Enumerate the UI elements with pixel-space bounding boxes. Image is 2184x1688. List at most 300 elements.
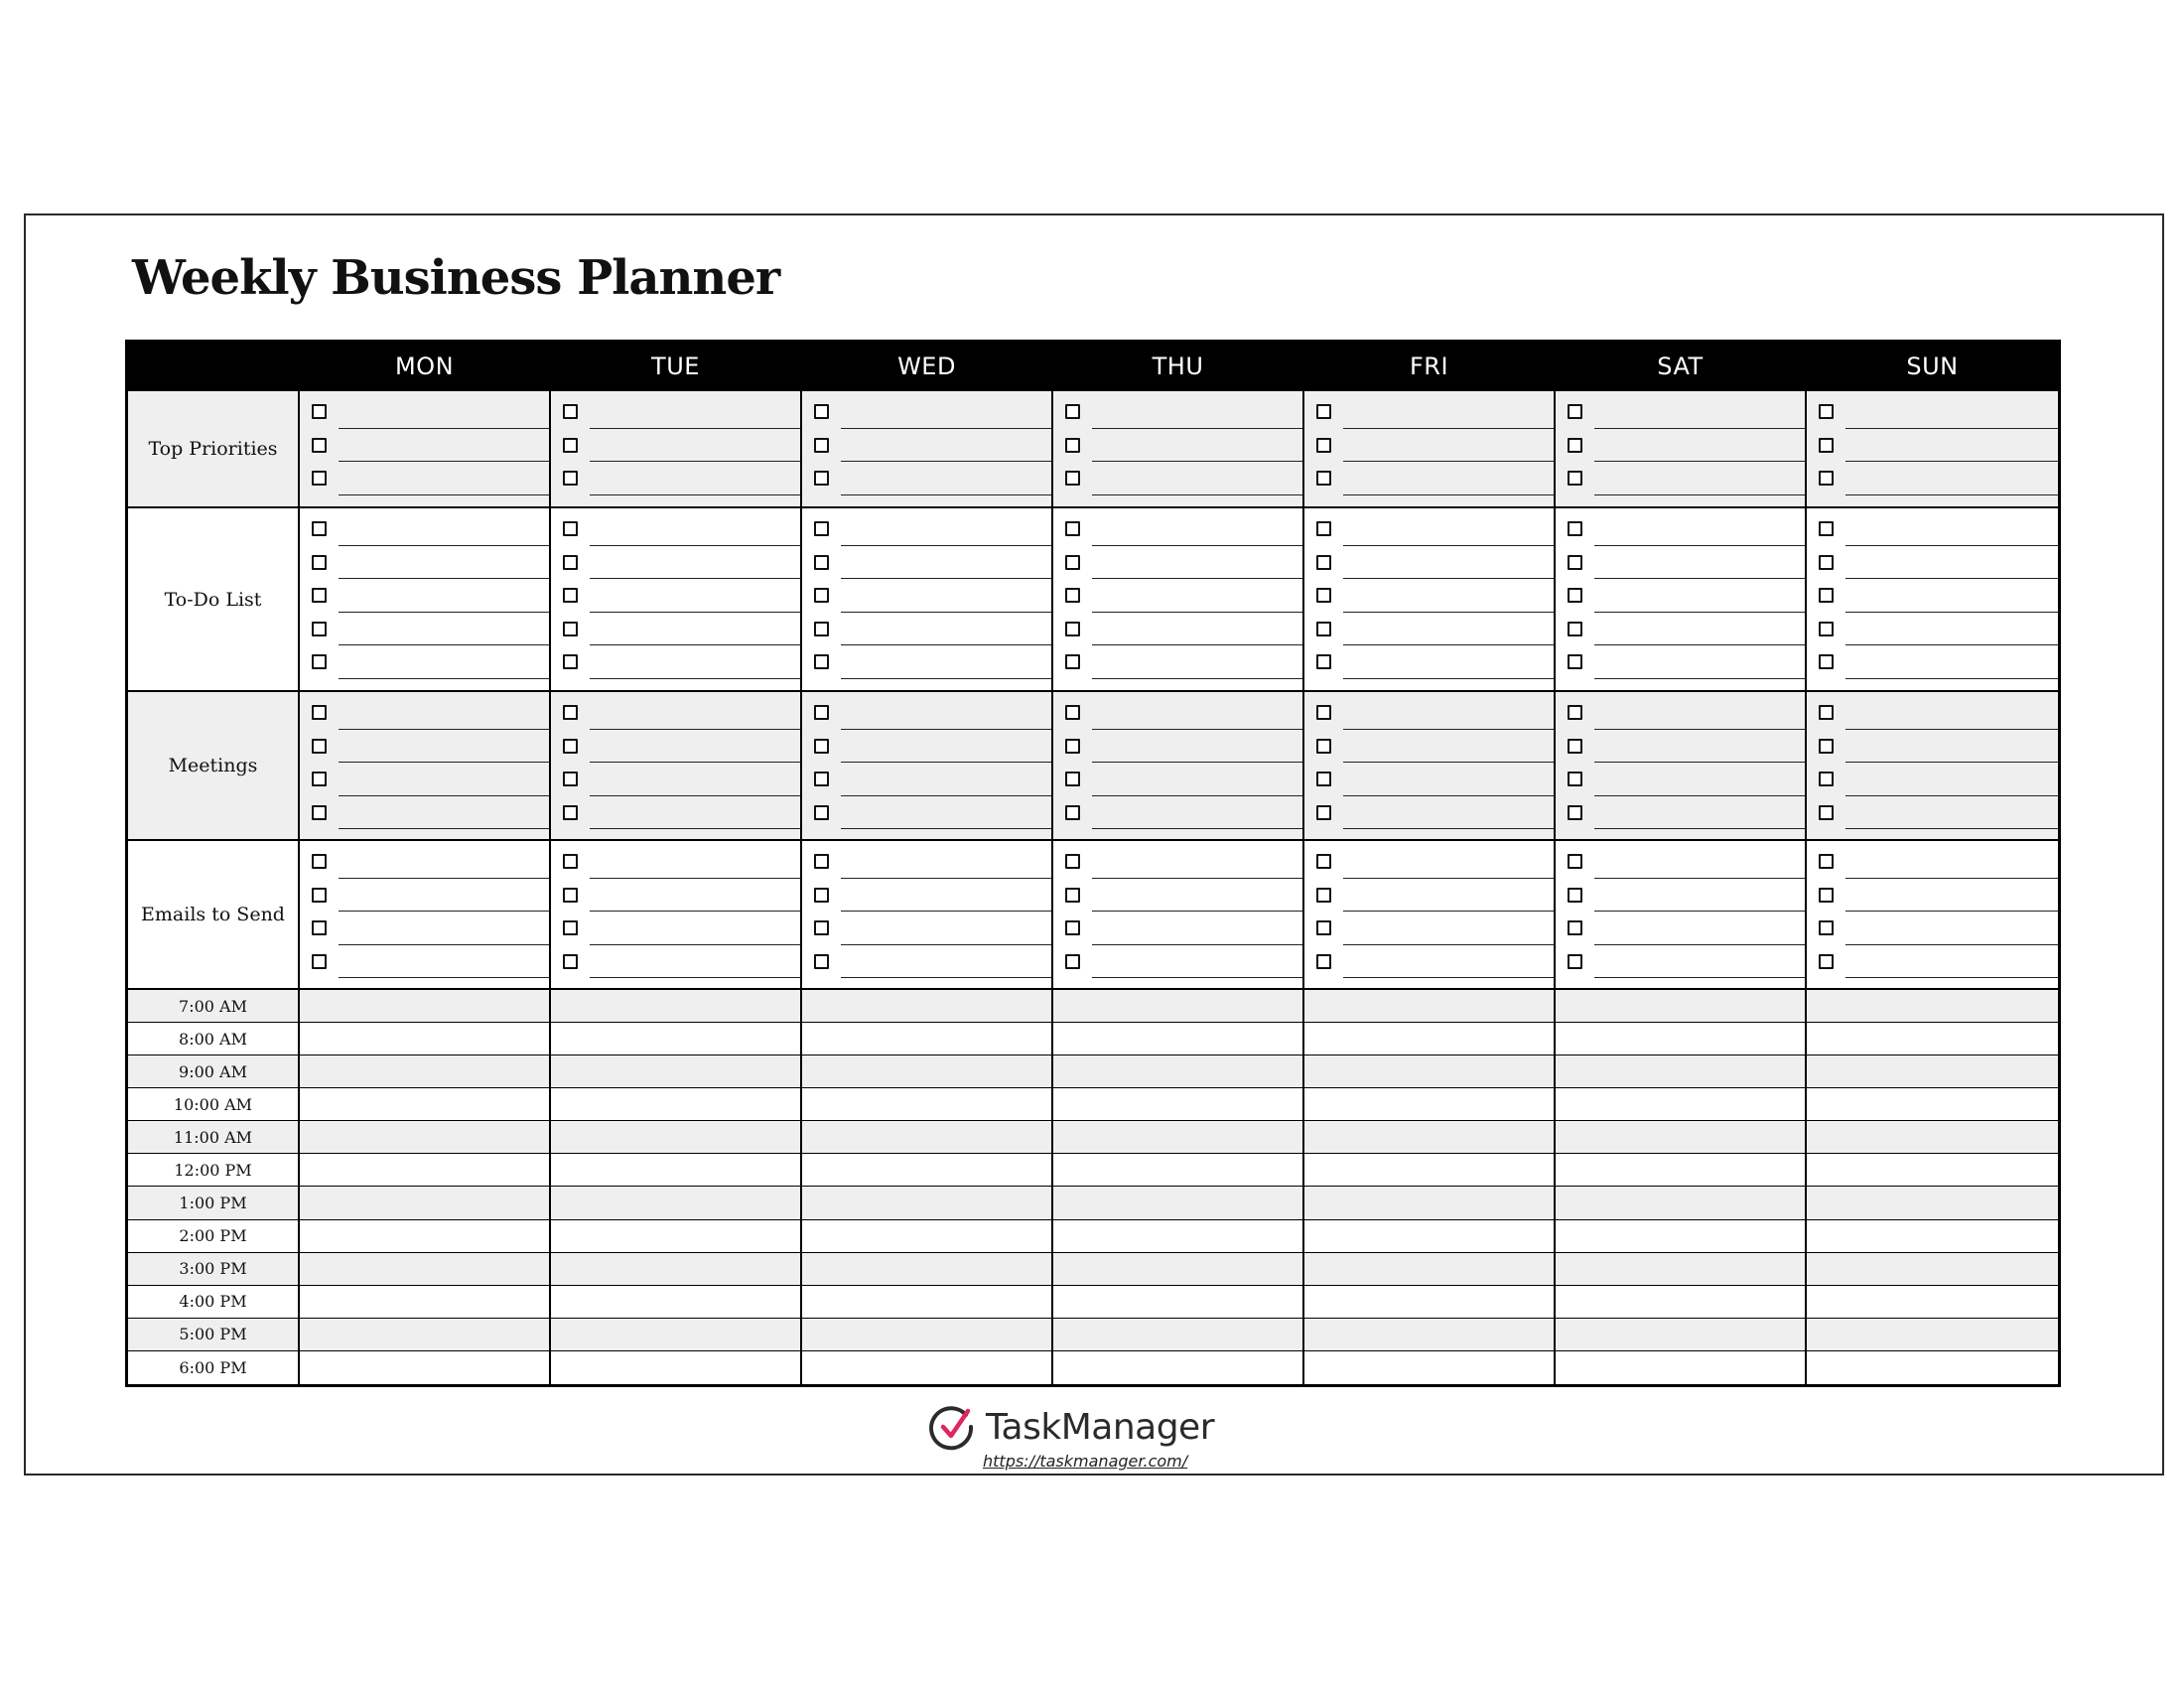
- time-slot-fri[interactable]: [1304, 1154, 1556, 1187]
- checkbox[interactable]: [1568, 654, 1582, 669]
- checkbox[interactable]: [1065, 471, 1080, 486]
- checkbox[interactable]: [1316, 622, 1331, 636]
- time-slot-sat[interactable]: [1556, 1319, 1807, 1351]
- time-slot-fri[interactable]: [1304, 990, 1556, 1023]
- time-slot-sun[interactable]: [1807, 1154, 2058, 1187]
- time-slot-tue[interactable]: [551, 1253, 802, 1286]
- write-in-line[interactable]: [1092, 645, 1302, 679]
- write-in-line[interactable]: [1343, 879, 1554, 913]
- time-slot-mon[interactable]: [300, 1023, 551, 1055]
- write-in-line[interactable]: [590, 696, 800, 730]
- time-slot-wed[interactable]: [802, 1319, 1053, 1351]
- checkbox[interactable]: [1065, 521, 1080, 536]
- write-in-line[interactable]: [590, 796, 800, 830]
- time-slot-sat[interactable]: [1556, 1121, 1807, 1154]
- write-in-line[interactable]: [841, 730, 1051, 764]
- write-in-line[interactable]: [1594, 645, 1805, 679]
- checkbox[interactable]: [1316, 888, 1331, 903]
- time-slot-fri[interactable]: [1304, 1055, 1556, 1088]
- time-slot-sat[interactable]: [1556, 1220, 1807, 1253]
- checkbox[interactable]: [1819, 739, 1834, 754]
- time-slot-sun[interactable]: [1807, 1088, 2058, 1121]
- checkbox[interactable]: [1316, 471, 1331, 486]
- write-in-line[interactable]: [841, 429, 1051, 463]
- write-in-line[interactable]: [1845, 546, 2058, 580]
- time-slot-mon[interactable]: [300, 990, 551, 1023]
- time-slot-wed[interactable]: [802, 1023, 1053, 1055]
- write-in-line[interactable]: [590, 730, 800, 764]
- checkbox[interactable]: [563, 438, 578, 453]
- time-slot-thu[interactable]: [1053, 1154, 1304, 1187]
- checkbox[interactable]: [1568, 622, 1582, 636]
- time-slot-thu[interactable]: [1053, 1351, 1304, 1384]
- checkbox[interactable]: [1316, 404, 1331, 419]
- checkbox[interactable]: [1819, 772, 1834, 786]
- checkbox[interactable]: [1065, 705, 1080, 720]
- write-in-line[interactable]: [1092, 763, 1302, 796]
- write-in-line[interactable]: [1092, 613, 1302, 646]
- write-in-line[interactable]: [1845, 879, 2058, 913]
- write-in-line[interactable]: [590, 429, 800, 463]
- checkbox[interactable]: [563, 521, 578, 536]
- write-in-line[interactable]: [1845, 613, 2058, 646]
- checkbox[interactable]: [814, 622, 829, 636]
- time-slot-fri[interactable]: [1304, 1351, 1556, 1384]
- write-in-line[interactable]: [1594, 879, 1805, 913]
- brand-url-link[interactable]: https://taskmanager.com/: [983, 1452, 1188, 1471]
- write-in-line[interactable]: [1343, 912, 1554, 945]
- write-in-line[interactable]: [1594, 512, 1805, 546]
- time-slot-sun[interactable]: [1807, 1121, 2058, 1154]
- write-in-line[interactable]: [339, 879, 549, 913]
- write-in-line[interactable]: [1845, 945, 2058, 979]
- checkbox[interactable]: [1316, 555, 1331, 570]
- time-slot-sat[interactable]: [1556, 1154, 1807, 1187]
- write-in-line[interactable]: [1845, 512, 2058, 546]
- write-in-line[interactable]: [339, 462, 549, 495]
- checkbox[interactable]: [312, 622, 327, 636]
- time-slot-sun[interactable]: [1807, 1055, 2058, 1088]
- write-in-line[interactable]: [841, 696, 1051, 730]
- time-slot-mon[interactable]: [300, 1154, 551, 1187]
- time-slot-fri[interactable]: [1304, 1088, 1556, 1121]
- checkbox[interactable]: [1065, 622, 1080, 636]
- time-slot-sun[interactable]: [1807, 1253, 2058, 1286]
- time-slot-sat[interactable]: [1556, 990, 1807, 1023]
- checkbox[interactable]: [1568, 954, 1582, 969]
- checkbox[interactable]: [814, 521, 829, 536]
- time-slot-mon[interactable]: [300, 1351, 551, 1384]
- write-in-line[interactable]: [339, 845, 549, 879]
- checkbox[interactable]: [312, 854, 327, 869]
- write-in-line[interactable]: [1594, 462, 1805, 495]
- write-in-line[interactable]: [1092, 429, 1302, 463]
- write-in-line[interactable]: [1594, 613, 1805, 646]
- time-slot-tue[interactable]: [551, 1351, 802, 1384]
- write-in-line[interactable]: [1594, 763, 1805, 796]
- checkbox[interactable]: [1568, 739, 1582, 754]
- checkbox[interactable]: [312, 588, 327, 603]
- checkbox[interactable]: [1568, 555, 1582, 570]
- checkbox[interactable]: [814, 555, 829, 570]
- write-in-line[interactable]: [1594, 429, 1805, 463]
- checkbox[interactable]: [814, 805, 829, 820]
- checkbox[interactable]: [1819, 438, 1834, 453]
- write-in-line[interactable]: [1092, 796, 1302, 830]
- checkbox[interactable]: [1819, 805, 1834, 820]
- checkbox[interactable]: [814, 888, 829, 903]
- time-slot-mon[interactable]: [300, 1286, 551, 1319]
- time-slot-sat[interactable]: [1556, 1023, 1807, 1055]
- time-slot-mon[interactable]: [300, 1088, 551, 1121]
- time-slot-thu[interactable]: [1053, 1253, 1304, 1286]
- checkbox[interactable]: [1065, 854, 1080, 869]
- time-slot-tue[interactable]: [551, 1088, 802, 1121]
- checkbox[interactable]: [814, 739, 829, 754]
- checkbox[interactable]: [312, 772, 327, 786]
- checkbox[interactable]: [1065, 739, 1080, 754]
- write-in-line[interactable]: [1594, 546, 1805, 580]
- write-in-line[interactable]: [590, 546, 800, 580]
- checkbox[interactable]: [563, 854, 578, 869]
- time-slot-thu[interactable]: [1053, 1088, 1304, 1121]
- checkbox[interactable]: [1065, 654, 1080, 669]
- time-slot-tue[interactable]: [551, 1055, 802, 1088]
- checkbox[interactable]: [1819, 588, 1834, 603]
- checkbox[interactable]: [563, 654, 578, 669]
- time-slot-fri[interactable]: [1304, 1121, 1556, 1154]
- write-in-line[interactable]: [1343, 546, 1554, 580]
- time-slot-tue[interactable]: [551, 1154, 802, 1187]
- checkbox[interactable]: [563, 920, 578, 935]
- write-in-line[interactable]: [1092, 579, 1302, 613]
- checkbox[interactable]: [563, 954, 578, 969]
- time-slot-fri[interactable]: [1304, 1286, 1556, 1319]
- checkbox[interactable]: [1065, 555, 1080, 570]
- checkbox[interactable]: [1819, 471, 1834, 486]
- write-in-line[interactable]: [1845, 462, 2058, 495]
- write-in-line[interactable]: [339, 912, 549, 945]
- checkbox[interactable]: [1065, 404, 1080, 419]
- time-slot-mon[interactable]: [300, 1121, 551, 1154]
- time-slot-tue[interactable]: [551, 1319, 802, 1351]
- time-slot-thu[interactable]: [1053, 990, 1304, 1023]
- checkbox[interactable]: [1568, 471, 1582, 486]
- write-in-line[interactable]: [841, 546, 1051, 580]
- checkbox[interactable]: [1568, 805, 1582, 820]
- time-slot-fri[interactable]: [1304, 1319, 1556, 1351]
- write-in-line[interactable]: [339, 546, 549, 580]
- checkbox[interactable]: [563, 705, 578, 720]
- write-in-line[interactable]: [339, 763, 549, 796]
- checkbox[interactable]: [814, 705, 829, 720]
- time-slot-tue[interactable]: [551, 1220, 802, 1253]
- write-in-line[interactable]: [1343, 730, 1554, 764]
- time-slot-fri[interactable]: [1304, 1253, 1556, 1286]
- write-in-line[interactable]: [339, 395, 549, 429]
- time-slot-wed[interactable]: [802, 1351, 1053, 1384]
- write-in-line[interactable]: [841, 613, 1051, 646]
- time-slot-sat[interactable]: [1556, 1055, 1807, 1088]
- checkbox[interactable]: [814, 438, 829, 453]
- checkbox[interactable]: [312, 654, 327, 669]
- checkbox[interactable]: [563, 404, 578, 419]
- checkbox[interactable]: [312, 471, 327, 486]
- write-in-line[interactable]: [1092, 845, 1302, 879]
- time-slot-sun[interactable]: [1807, 1023, 2058, 1055]
- checkbox[interactable]: [1819, 404, 1834, 419]
- checkbox[interactable]: [563, 805, 578, 820]
- write-in-line[interactable]: [1845, 579, 2058, 613]
- checkbox[interactable]: [312, 404, 327, 419]
- time-slot-mon[interactable]: [300, 1187, 551, 1219]
- checkbox[interactable]: [1568, 438, 1582, 453]
- time-slot-sun[interactable]: [1807, 1220, 2058, 1253]
- checkbox[interactable]: [1316, 920, 1331, 935]
- time-slot-sun[interactable]: [1807, 990, 2058, 1023]
- write-in-line[interactable]: [1594, 945, 1805, 979]
- write-in-line[interactable]: [590, 512, 800, 546]
- checkbox[interactable]: [312, 555, 327, 570]
- write-in-line[interactable]: [1092, 879, 1302, 913]
- time-slot-sat[interactable]: [1556, 1187, 1807, 1219]
- checkbox[interactable]: [1065, 438, 1080, 453]
- write-in-line[interactable]: [1343, 429, 1554, 463]
- time-slot-fri[interactable]: [1304, 1187, 1556, 1219]
- checkbox[interactable]: [814, 588, 829, 603]
- checkbox[interactable]: [1568, 888, 1582, 903]
- write-in-line[interactable]: [841, 462, 1051, 495]
- write-in-line[interactable]: [1343, 645, 1554, 679]
- time-slot-mon[interactable]: [300, 1220, 551, 1253]
- checkbox[interactable]: [563, 555, 578, 570]
- write-in-line[interactable]: [590, 462, 800, 495]
- time-slot-mon[interactable]: [300, 1055, 551, 1088]
- write-in-line[interactable]: [1845, 696, 2058, 730]
- time-slot-sat[interactable]: [1556, 1253, 1807, 1286]
- time-slot-wed[interactable]: [802, 1154, 1053, 1187]
- write-in-line[interactable]: [1845, 645, 2058, 679]
- checkbox[interactable]: [1316, 854, 1331, 869]
- checkbox[interactable]: [1819, 888, 1834, 903]
- write-in-line[interactable]: [339, 796, 549, 830]
- checkbox[interactable]: [1065, 772, 1080, 786]
- checkbox[interactable]: [1065, 954, 1080, 969]
- time-slot-sun[interactable]: [1807, 1319, 2058, 1351]
- checkbox[interactable]: [814, 772, 829, 786]
- write-in-line[interactable]: [590, 845, 800, 879]
- write-in-line[interactable]: [841, 796, 1051, 830]
- time-slot-wed[interactable]: [802, 1088, 1053, 1121]
- write-in-line[interactable]: [841, 579, 1051, 613]
- write-in-line[interactable]: [1343, 796, 1554, 830]
- checkbox[interactable]: [1819, 705, 1834, 720]
- time-slot-tue[interactable]: [551, 1121, 802, 1154]
- time-slot-sat[interactable]: [1556, 1351, 1807, 1384]
- write-in-line[interactable]: [339, 512, 549, 546]
- write-in-line[interactable]: [841, 879, 1051, 913]
- time-slot-thu[interactable]: [1053, 1319, 1304, 1351]
- checkbox[interactable]: [1568, 521, 1582, 536]
- write-in-line[interactable]: [1343, 512, 1554, 546]
- write-in-line[interactable]: [1092, 512, 1302, 546]
- checkbox[interactable]: [1568, 772, 1582, 786]
- time-slot-tue[interactable]: [551, 1286, 802, 1319]
- checkbox[interactable]: [1065, 920, 1080, 935]
- time-slot-tue[interactable]: [551, 1023, 802, 1055]
- write-in-line[interactable]: [1594, 696, 1805, 730]
- write-in-line[interactable]: [1343, 462, 1554, 495]
- time-slot-wed[interactable]: [802, 1286, 1053, 1319]
- write-in-line[interactable]: [1343, 763, 1554, 796]
- checkbox[interactable]: [563, 622, 578, 636]
- write-in-line[interactable]: [1092, 395, 1302, 429]
- time-slot-thu[interactable]: [1053, 1187, 1304, 1219]
- checkbox[interactable]: [312, 954, 327, 969]
- time-slot-thu[interactable]: [1053, 1286, 1304, 1319]
- write-in-line[interactable]: [590, 879, 800, 913]
- write-in-line[interactable]: [590, 912, 800, 945]
- write-in-line[interactable]: [339, 613, 549, 646]
- checkbox[interactable]: [563, 588, 578, 603]
- checkbox[interactable]: [814, 954, 829, 969]
- write-in-line[interactable]: [841, 845, 1051, 879]
- write-in-line[interactable]: [590, 579, 800, 613]
- write-in-line[interactable]: [590, 613, 800, 646]
- write-in-line[interactable]: [1092, 912, 1302, 945]
- checkbox[interactable]: [1316, 739, 1331, 754]
- write-in-line[interactable]: [841, 395, 1051, 429]
- checkbox[interactable]: [814, 404, 829, 419]
- write-in-line[interactable]: [1092, 546, 1302, 580]
- write-in-line[interactable]: [1594, 796, 1805, 830]
- time-slot-tue[interactable]: [551, 990, 802, 1023]
- checkbox[interactable]: [1819, 622, 1834, 636]
- checkbox[interactable]: [312, 438, 327, 453]
- checkbox[interactable]: [1316, 772, 1331, 786]
- write-in-line[interactable]: [841, 763, 1051, 796]
- checkbox[interactable]: [1065, 805, 1080, 820]
- time-slot-wed[interactable]: [802, 1121, 1053, 1154]
- checkbox[interactable]: [1568, 404, 1582, 419]
- write-in-line[interactable]: [1845, 395, 2058, 429]
- checkbox[interactable]: [814, 854, 829, 869]
- checkbox[interactable]: [1568, 854, 1582, 869]
- time-slot-thu[interactable]: [1053, 1055, 1304, 1088]
- time-slot-fri[interactable]: [1304, 1220, 1556, 1253]
- time-slot-wed[interactable]: [802, 1220, 1053, 1253]
- checkbox[interactable]: [563, 888, 578, 903]
- time-slot-wed[interactable]: [802, 990, 1053, 1023]
- checkbox[interactable]: [1316, 654, 1331, 669]
- write-in-line[interactable]: [590, 645, 800, 679]
- checkbox[interactable]: [1316, 588, 1331, 603]
- checkbox[interactable]: [312, 739, 327, 754]
- write-in-line[interactable]: [1092, 696, 1302, 730]
- write-in-line[interactable]: [841, 945, 1051, 979]
- time-slot-sun[interactable]: [1807, 1351, 2058, 1384]
- time-slot-mon[interactable]: [300, 1319, 551, 1351]
- checkbox[interactable]: [563, 739, 578, 754]
- checkbox[interactable]: [1316, 705, 1331, 720]
- time-slot-wed[interactable]: [802, 1253, 1053, 1286]
- checkbox[interactable]: [1568, 588, 1582, 603]
- write-in-line[interactable]: [590, 945, 800, 979]
- write-in-line[interactable]: [841, 645, 1051, 679]
- write-in-line[interactable]: [1594, 845, 1805, 879]
- write-in-line[interactable]: [339, 730, 549, 764]
- checkbox[interactable]: [814, 920, 829, 935]
- write-in-line[interactable]: [339, 429, 549, 463]
- write-in-line[interactable]: [590, 763, 800, 796]
- write-in-line[interactable]: [1343, 945, 1554, 979]
- checkbox[interactable]: [1819, 654, 1834, 669]
- checkbox[interactable]: [1065, 588, 1080, 603]
- write-in-line[interactable]: [1845, 796, 2058, 830]
- time-slot-thu[interactable]: [1053, 1121, 1304, 1154]
- write-in-line[interactable]: [1343, 395, 1554, 429]
- write-in-line[interactable]: [1343, 613, 1554, 646]
- checkbox[interactable]: [1316, 954, 1331, 969]
- write-in-line[interactable]: [1343, 696, 1554, 730]
- checkbox[interactable]: [814, 654, 829, 669]
- checkbox[interactable]: [312, 805, 327, 820]
- write-in-line[interactable]: [339, 945, 549, 979]
- write-in-line[interactable]: [1594, 395, 1805, 429]
- write-in-line[interactable]: [1845, 763, 2058, 796]
- checkbox[interactable]: [1568, 705, 1582, 720]
- write-in-line[interactable]: [590, 395, 800, 429]
- time-slot-wed[interactable]: [802, 1187, 1053, 1219]
- write-in-line[interactable]: [1343, 579, 1554, 613]
- write-in-line[interactable]: [841, 912, 1051, 945]
- write-in-line[interactable]: [1092, 462, 1302, 495]
- write-in-line[interactable]: [339, 579, 549, 613]
- write-in-line[interactable]: [841, 512, 1051, 546]
- write-in-line[interactable]: [1594, 730, 1805, 764]
- checkbox[interactable]: [1819, 920, 1834, 935]
- checkbox[interactable]: [1819, 954, 1834, 969]
- checkbox[interactable]: [312, 888, 327, 903]
- checkbox[interactable]: [814, 471, 829, 486]
- write-in-line[interactable]: [339, 696, 549, 730]
- time-slot-sat[interactable]: [1556, 1088, 1807, 1121]
- checkbox[interactable]: [312, 705, 327, 720]
- checkbox[interactable]: [1316, 521, 1331, 536]
- checkbox[interactable]: [1819, 521, 1834, 536]
- write-in-line[interactable]: [1594, 912, 1805, 945]
- time-slot-fri[interactable]: [1304, 1023, 1556, 1055]
- checkbox[interactable]: [312, 920, 327, 935]
- checkbox[interactable]: [1568, 920, 1582, 935]
- write-in-line[interactable]: [1594, 579, 1805, 613]
- checkbox[interactable]: [1819, 854, 1834, 869]
- time-slot-sun[interactable]: [1807, 1187, 2058, 1219]
- time-slot-mon[interactable]: [300, 1253, 551, 1286]
- time-slot-tue[interactable]: [551, 1187, 802, 1219]
- checkbox[interactable]: [1316, 438, 1331, 453]
- checkbox[interactable]: [563, 471, 578, 486]
- write-in-line[interactable]: [339, 645, 549, 679]
- write-in-line[interactable]: [1343, 845, 1554, 879]
- write-in-line[interactable]: [1092, 945, 1302, 979]
- checkbox[interactable]: [1065, 888, 1080, 903]
- write-in-line[interactable]: [1845, 912, 2058, 945]
- checkbox[interactable]: [563, 772, 578, 786]
- time-slot-sat[interactable]: [1556, 1286, 1807, 1319]
- time-slot-wed[interactable]: [802, 1055, 1053, 1088]
- checkbox[interactable]: [1316, 805, 1331, 820]
